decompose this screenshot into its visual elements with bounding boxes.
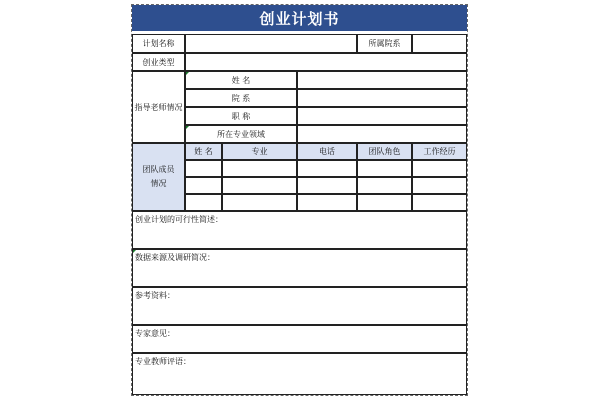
- team-header-name: 姓 名: [185, 143, 222, 160]
- team-header-experience: 工作经历: [412, 143, 467, 160]
- advisor-group-label: 指导老师情况: [132, 71, 185, 143]
- team-row-3-major[interactable]: [222, 194, 297, 211]
- team-row-3-phone[interactable]: [297, 194, 357, 211]
- team-row-2-major[interactable]: [222, 177, 297, 194]
- team-header-role: 团队角色: [357, 143, 412, 160]
- plan-sheet: [131, 4, 468, 396]
- team-row-2-phone[interactable]: [297, 177, 357, 194]
- team-row-1-major[interactable]: [222, 160, 297, 177]
- team-row-1-role[interactable]: [357, 160, 412, 177]
- venture-type-label: 创业类型: [132, 53, 185, 71]
- advisor-field-value[interactable]: [297, 125, 467, 143]
- team-group-label: [132, 143, 185, 211]
- team-row-2-experience[interactable]: [412, 177, 467, 194]
- team-label-line1: 团队成员: [142, 165, 175, 174]
- advisor-name-label: 姓 名: [185, 71, 297, 89]
- team-row-3-role[interactable]: [357, 194, 412, 211]
- team-row-1-name[interactable]: [185, 160, 222, 177]
- team-header-major: 专业: [222, 143, 297, 160]
- advisor-dept-value[interactable]: [297, 89, 467, 107]
- cell-marker: [186, 72, 189, 75]
- expert-opinion-section[interactable]: [132, 325, 467, 353]
- teacher-comment-label: 专业教师评语：: [135, 357, 191, 366]
- references-section[interactable]: [132, 287, 467, 325]
- cell-marker: [133, 250, 136, 253]
- team-header-phone: 电话: [297, 143, 357, 160]
- data-source-section[interactable]: [132, 249, 467, 287]
- team-label-line2: 情况: [150, 179, 167, 188]
- advisor-dept-label: 院 系: [185, 89, 297, 107]
- teacher-comment-section[interactable]: [132, 353, 467, 395]
- team-row-1-experience[interactable]: [412, 160, 467, 177]
- advisor-position-label: 职 称: [185, 107, 297, 125]
- college-value[interactable]: [412, 34, 467, 53]
- team-row-3-name[interactable]: [185, 194, 222, 211]
- advisor-name-value[interactable]: [297, 71, 467, 89]
- plan-name-label: 计划名称: [132, 34, 185, 53]
- plan-name-value[interactable]: [185, 34, 357, 53]
- document-title: 创业计划书: [132, 5, 467, 31]
- expert-opinion-label: 专家意见：: [135, 329, 175, 338]
- feasibility-label: 创业计划的可行性简述：: [135, 215, 223, 224]
- team-row-2-role[interactable]: [357, 177, 412, 194]
- advisor-position-value[interactable]: [297, 107, 467, 125]
- college-label: 所属院系: [357, 34, 412, 53]
- team-row-1-phone[interactable]: [297, 160, 357, 177]
- advisor-field-label: 所在专业领域: [185, 125, 297, 143]
- venture-type-value[interactable]: [185, 53, 467, 71]
- cell-marker: [186, 126, 189, 129]
- team-row-3-experience[interactable]: [412, 194, 467, 211]
- data-source-label: 数据来源及调研简况：: [135, 253, 215, 262]
- references-label: 参考资料：: [135, 291, 175, 300]
- team-row-2-name[interactable]: [185, 177, 222, 194]
- feasibility-section[interactable]: [132, 211, 467, 249]
